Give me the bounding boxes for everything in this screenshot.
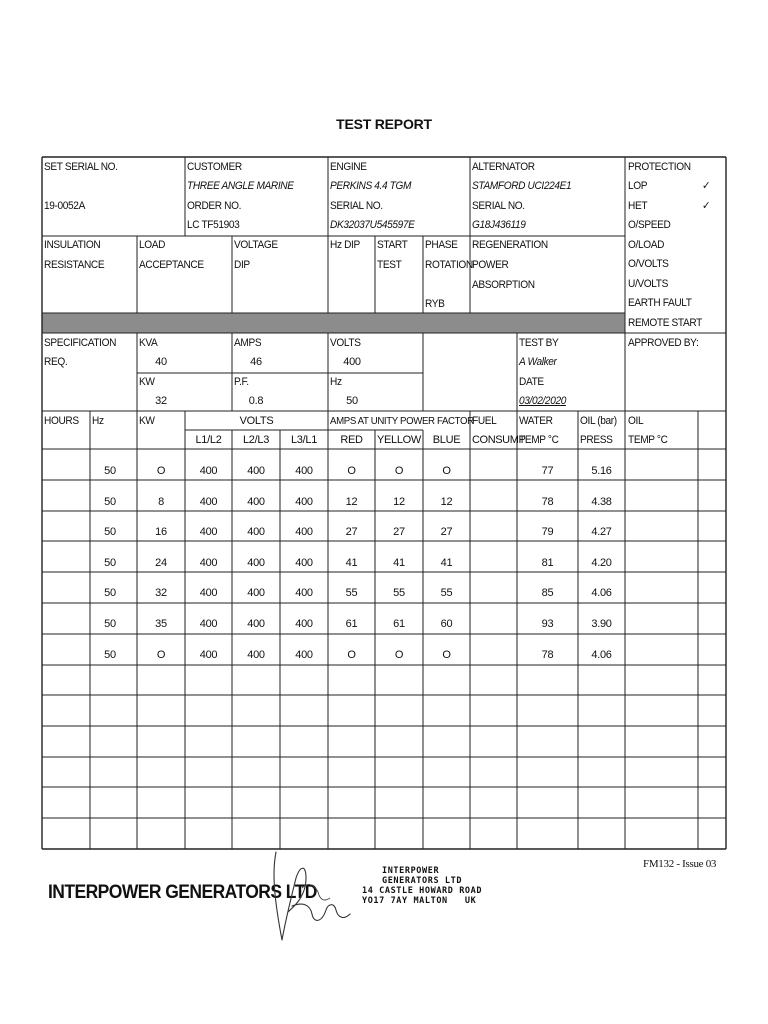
col-yellow: YELLOW — [376, 434, 422, 446]
insulation-label-2: RESISTANCE — [44, 259, 105, 271]
table-cell: 27 — [345, 526, 358, 538]
table-cell: O — [156, 465, 166, 477]
col-oil-press: OIL (bar) — [580, 415, 617, 427]
col-l2l3: L2/L3 — [242, 434, 270, 446]
table-cell: 400 — [199, 587, 218, 599]
table-cell: 400 — [295, 618, 313, 630]
table-cell: 50 — [104, 465, 116, 477]
table-cell: 50 — [104, 557, 116, 569]
amps-value: 46 — [250, 356, 262, 368]
table-cell: 78 — [541, 496, 554, 508]
table-cell: 78 — [541, 649, 554, 661]
table-cell: 400 — [247, 465, 265, 477]
table-cell: 400 — [199, 496, 218, 508]
col-volts: VOLTS — [239, 415, 274, 427]
table-cell: 55 — [345, 587, 358, 599]
date-label: DATE — [519, 376, 544, 388]
table-cell: 50 — [104, 649, 116, 661]
table-cell: 4.38 — [591, 496, 612, 508]
regeneration-label-2: POWER — [472, 259, 509, 271]
protection-item-remote-start: REMOTE START — [628, 317, 702, 329]
hz-value: 50 — [346, 395, 358, 407]
col-water-2: TEMP °C — [519, 434, 559, 446]
col-fuel: FUEL — [472, 415, 497, 427]
table-cell: 400 — [247, 496, 265, 508]
volts-label: VOLTS — [330, 337, 361, 349]
lop-check-icon: ✓ — [702, 180, 711, 192]
order-label: ORDER NO. — [187, 200, 242, 212]
col-kw: KW — [139, 415, 155, 427]
stamp-line: 14 CASTLE HOWARD ROAD — [362, 886, 483, 896]
table-cell: 3.90 — [591, 618, 612, 630]
test-by-label: TEST BY — [519, 337, 559, 349]
alternator-serial-label: SERIAL NO. — [472, 200, 525, 212]
table-cell: 400 — [295, 649, 313, 661]
table-cell: 8 — [158, 496, 164, 508]
table-cell: 400 — [199, 618, 218, 630]
table-cell: 77 — [541, 465, 554, 477]
stamp-line: YO17 7AY MALTON UK — [362, 896, 477, 906]
start-test-label: START — [377, 239, 408, 251]
col-amps: AMPS AT UNITY POWER FACTOR — [330, 415, 474, 427]
regeneration-label: REGENERATION — [472, 239, 548, 251]
approved-by-label: APPROVED BY: — [628, 337, 699, 349]
engine-value: PERKINS 4.4 TGM — [330, 180, 412, 192]
table-cell: O — [347, 465, 356, 477]
engine-serial-value: DK32037U545597E — [330, 219, 415, 231]
table-cell: 61 — [393, 618, 405, 630]
table-cell: 41 — [440, 557, 453, 569]
pf-label: P.F. — [234, 376, 249, 388]
table-cell: 400 — [295, 526, 313, 538]
voltage-dip-label-2: DIP — [234, 259, 250, 271]
date-value: 03/02/2020 — [519, 395, 566, 407]
start-test-label-2: TEST — [377, 259, 402, 271]
col-oil-press-2: PRESS — [580, 434, 613, 446]
table-cell: 12 — [345, 496, 358, 508]
table-cell: O — [442, 465, 451, 477]
table-cell: 4.20 — [591, 557, 612, 569]
table-cell: 81 — [541, 557, 554, 569]
order-value: LC TF51903 — [187, 219, 240, 231]
protection-item-overvolts: O/VOLTS — [628, 258, 669, 270]
table-cell: 400 — [247, 557, 265, 569]
table-cell: 4.06 — [591, 587, 612, 599]
table-cell: 60 — [440, 618, 453, 630]
table-cell: O — [347, 649, 356, 661]
table-cell: 32 — [155, 587, 167, 599]
table-cell: O — [156, 649, 166, 661]
table-cell: 50 — [104, 618, 116, 630]
table-cell: 93 — [541, 618, 554, 630]
volts-value: 400 — [343, 356, 361, 368]
regeneration-label-3: ABSORPTION — [472, 279, 535, 291]
table-cell: 400 — [199, 526, 218, 538]
kva-label: KVA — [139, 337, 158, 349]
col-water: WATER — [519, 415, 553, 427]
report-title: TEST REPORT — [336, 116, 432, 132]
load-label: LOAD — [139, 239, 166, 251]
col-oil-temp-2: TEMP °C — [628, 434, 668, 446]
het-check-icon: ✓ — [702, 200, 711, 212]
table-cell: 35 — [155, 618, 167, 630]
table-cell: 5.16 — [591, 465, 612, 477]
table-cell: 400 — [247, 587, 265, 599]
table-cell: 400 — [295, 587, 313, 599]
test-by-value: A Walker — [519, 356, 557, 368]
table-cell: 24 — [155, 557, 167, 569]
table-cell: 4.06 — [591, 649, 612, 661]
load-label-2: ACCEPTANCE — [139, 259, 204, 271]
engine-label: ENGINE — [330, 161, 367, 173]
alternator-label: ALTERNATOR — [472, 161, 535, 173]
table-cell: 79 — [541, 526, 554, 538]
table-cell: 400 — [247, 526, 265, 538]
table-cell: 27 — [393, 526, 405, 538]
insulation-label: INSULATION — [44, 239, 101, 251]
protection-label: PROTECTION — [628, 161, 691, 173]
voltage-dip-label: VOLTAGE — [234, 239, 278, 251]
kw-value: 32 — [155, 395, 167, 407]
alternator-serial-value: G18J436119 — [472, 219, 526, 231]
table-cell: 12 — [440, 496, 453, 508]
customer-value: THREE ANGLE MARINE — [187, 180, 294, 192]
protection-item-undervolts: U/VOLTS — [628, 278, 668, 290]
protection-item-earth-fault: EARTH FAULT — [628, 297, 692, 309]
kva-value: 40 — [155, 356, 167, 368]
table-cell: O — [442, 649, 451, 661]
table-cell: 50 — [104, 526, 116, 538]
table-cell: 400 — [295, 496, 313, 508]
specification-label: SPECIFICATION — [44, 337, 117, 349]
table-cell: 85 — [541, 587, 554, 599]
table-cell: 27 — [440, 526, 453, 538]
table-cell: 55 — [440, 587, 453, 599]
amps-label: AMPS — [234, 337, 262, 349]
alternator-value: STAMFORD UCI224E1 — [472, 180, 572, 192]
phase-rotation-label-2: ROTATION — [425, 259, 473, 271]
specification-label-2: REQ. — [44, 356, 68, 368]
table-cell: 50 — [104, 496, 116, 508]
customer-label: CUSTOMER — [187, 161, 242, 173]
table-cell: 400 — [199, 649, 218, 661]
company-stamp — [362, 866, 482, 906]
protection-item-het: HET — [628, 200, 648, 212]
table-cell: 16 — [155, 526, 167, 538]
table-cell: 41 — [345, 557, 358, 569]
table-cell: 41 — [393, 557, 405, 569]
hz-dip-label: Hz DIP — [330, 239, 360, 251]
table-cell: 400 — [199, 557, 218, 569]
form-number: FM132 - Issue 03 — [643, 858, 717, 870]
company-name: INTERPOWER GENERATORS LTD — [48, 882, 317, 903]
table-cell: 12 — [393, 496, 405, 508]
table-cell: 50 — [104, 587, 116, 599]
shaded-band — [42, 313, 625, 333]
stamp-line: INTERPOWER — [382, 866, 440, 876]
col-red: RED — [340, 434, 363, 446]
col-hours: HOURS — [44, 415, 79, 427]
stamp-line: GENERATORS LTD — [382, 876, 463, 886]
phase-rotation-label: PHASE — [425, 239, 458, 251]
set-serial-value: 19-0052A — [44, 200, 85, 212]
table-cell: 400 — [295, 465, 313, 477]
table-cell: 400 — [247, 649, 265, 661]
protection-item-lop: LOP — [628, 180, 648, 192]
table-cell: O — [394, 649, 404, 661]
engine-serial-label: SERIAL NO. — [330, 200, 383, 212]
kw-label: KW — [139, 376, 155, 388]
set-serial-label: SET SERIAL NO. — [44, 161, 118, 173]
table-cell: 4.27 — [591, 526, 612, 538]
table-cell: 400 — [295, 557, 313, 569]
col-l1l2: L1/L2 — [195, 434, 222, 446]
table-cell: 400 — [247, 618, 265, 630]
protection-item-overspeed: O/SPEED — [628, 219, 671, 231]
table-cell: 61 — [345, 618, 358, 630]
table-cell: 55 — [393, 587, 405, 599]
col-l3l1: L3/L1 — [290, 434, 318, 446]
hz-label: Hz — [330, 376, 342, 388]
table-cell: O — [394, 465, 404, 477]
phase-rotation-value: RYB — [425, 298, 445, 310]
pf-value: 0.8 — [248, 395, 264, 407]
col-blue: BLUE — [432, 434, 461, 446]
col-fuel-2: CONSUMP — [472, 434, 526, 446]
signature-image — [262, 848, 362, 948]
col-hz: Hz — [92, 415, 104, 427]
col-oil-temp: OIL — [628, 415, 644, 427]
table-cell: 400 — [199, 465, 218, 477]
protection-item-overload: O/LOAD — [628, 239, 665, 251]
